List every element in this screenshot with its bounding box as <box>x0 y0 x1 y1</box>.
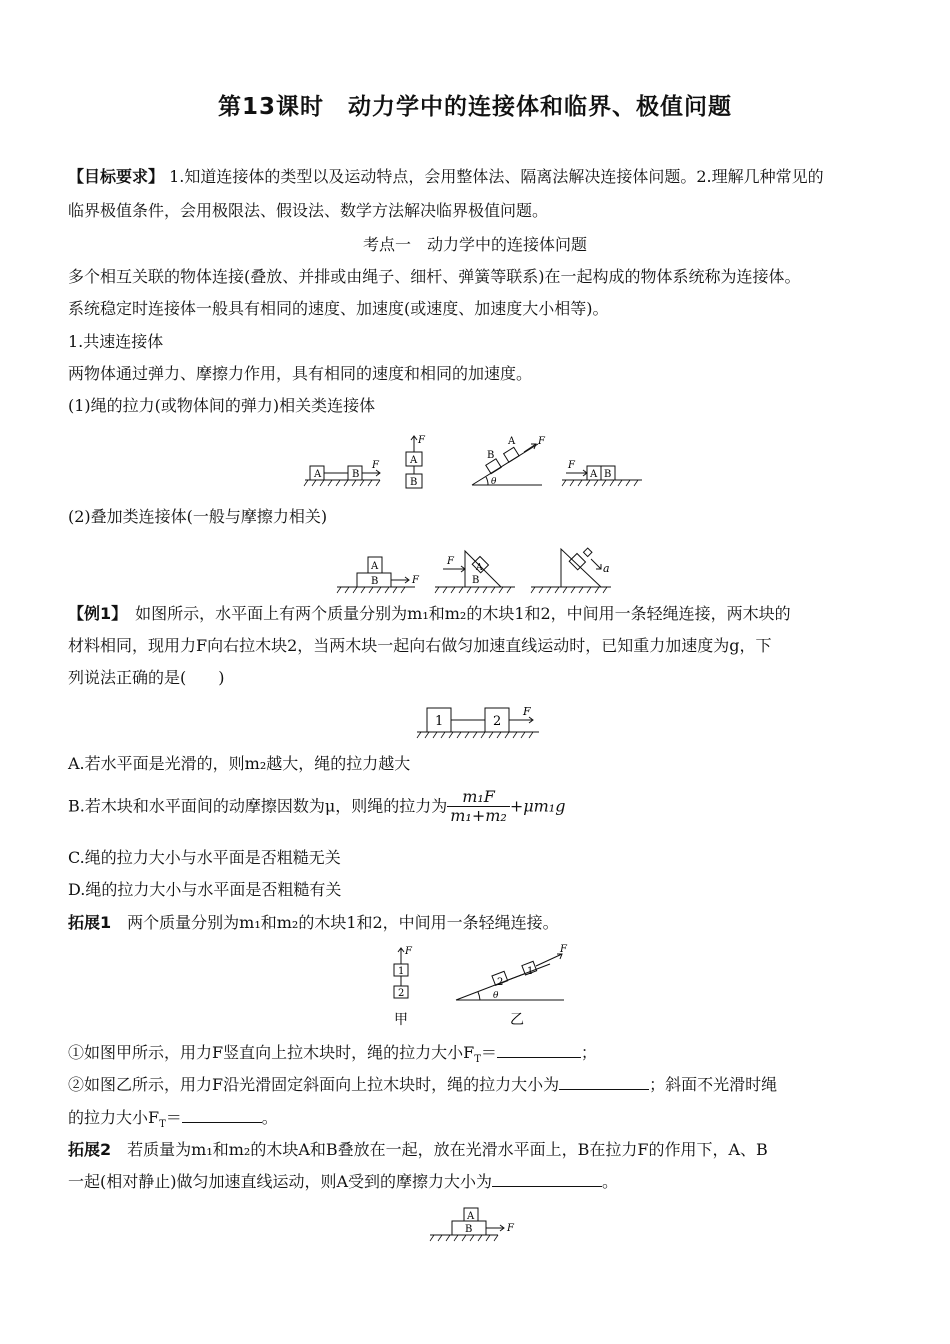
label-A: A <box>590 469 598 480</box>
figure-ext2 <box>428 1205 528 1245</box>
paragraph: 系统稳定时连接体一般具有相同的速度、加速度(或速度、加速度大小相等)。 <box>68 299 609 318</box>
figure-example-1 <box>415 700 545 740</box>
block-1-label: 1 <box>398 966 405 977</box>
ext1-question-3: 的拉力大小$F_T=$ 。 <box>68 1108 278 1131</box>
label-jia: 甲 <box>394 1012 408 1028</box>
label-B: B <box>352 469 360 480</box>
answer-blank[interactable] <box>559 1075 649 1090</box>
page-title: 第13课时 动力学中的连接体和临界、极值问题 <box>217 94 732 120</box>
option-a: A.若水平面是光滑的，则m₂越大，绳的拉力越大 <box>68 754 411 773</box>
label-F: F <box>412 575 419 586</box>
fig-incline-rope <box>472 444 542 485</box>
answer-blank[interactable] <box>497 1043 581 1058</box>
label-F: F <box>418 435 425 446</box>
label-A: A <box>467 1211 475 1222</box>
block-1-label: 1 <box>435 714 444 729</box>
block-1-label: 1 <box>527 966 534 977</box>
figure-ext1 <box>380 940 580 1032</box>
label-A: A <box>508 436 516 447</box>
label-a: a <box>603 562 610 575</box>
label-B: B <box>371 576 379 587</box>
label-B: B <box>604 469 612 480</box>
paragraph: (2)叠加类连接体(一般与摩擦力相关) <box>68 507 328 526</box>
label-B: B <box>472 575 480 586</box>
ext1-question-2: ②如图乙所示，用力F沿光滑固定斜面向上拉木块时，绳的拉力大小为 ；斜面不光滑时绳 <box>68 1075 778 1094</box>
goal-label: 【目标要求】 <box>68 167 165 186</box>
ext2-label: 拓展2 <box>68 1140 112 1159</box>
example-line-1: 【例1】 如图所示，水平面上有两个质量分别为m₁和m₂的木块1和2，中间用一条轻绳连接，两木块的 <box>68 604 791 623</box>
goal-line-1: 【目标要求】 1.知道连接体的类型以及运动特点，会用整体法、隔离法解决连接体问题。2.理解几种常见的 <box>68 167 824 186</box>
label-F: F <box>538 436 545 447</box>
label-B: B <box>487 450 495 461</box>
label-theta: θ <box>493 991 499 1001</box>
paragraph: (1)绳的拉力(或物体间的弹力)相关类连接体 <box>68 396 376 415</box>
label-B: B <box>465 1224 473 1235</box>
label-A: A <box>410 455 418 466</box>
block-2-label: 2 <box>493 714 502 729</box>
fig-fixed-incline <box>531 548 611 593</box>
option-d: D.绳的拉力大小与水平面是否粗糙有关 <box>68 880 342 899</box>
label-F: F <box>523 705 531 718</box>
paragraph: 1.共速连接体 <box>68 332 164 351</box>
ext2-line-2: 一起(相对静止)做匀加速直线运动，则A受到的摩擦力大小为 。 <box>68 1172 619 1191</box>
label-F: F <box>568 460 575 471</box>
label-B: B <box>410 477 418 488</box>
ext2-line-1: 拓展2 若质量为m₁和m₂的木块A和B叠放在一起，放在光滑水平面上，B在拉力F的作用下，A、B <box>68 1140 768 1159</box>
label-F: F <box>560 944 567 955</box>
ext1-line: 拓展1 两个质量分别为m₁和m₂的木块1和2，中间用一条轻绳连接。 <box>68 913 559 932</box>
label-theta: θ <box>491 477 497 487</box>
figure-rope-connectors <box>300 430 650 492</box>
fraction: $\frac{\text{m₁F}}{\text{m₁+m₂}}$ <box>447 788 510 825</box>
block-2-label: 2 <box>497 977 504 988</box>
label-F: F <box>405 946 412 957</box>
label-F: F <box>372 460 379 471</box>
answer-blank[interactable] <box>492 1172 602 1187</box>
goal-line-2: 临界极值条件，会用极限法、假设法、数学方法解决临界极值问题。 <box>68 201 549 220</box>
label-A: A <box>476 563 483 573</box>
ext1-label: 拓展1 <box>68 913 112 932</box>
label-A: A <box>371 561 379 572</box>
example-line-3: 列说法正确的是( ) <box>68 668 225 687</box>
answer-blank[interactable] <box>182 1108 262 1123</box>
section-heading: 考点一 动力学中的连接体问题 <box>362 235 587 254</box>
label-F: F <box>447 556 454 567</box>
label-A: A <box>314 469 322 480</box>
label-yi: 乙 <box>510 1012 524 1028</box>
example-line-2: 材料相同，现用力F向右拉木块2，当两木块一起向右做匀加速直线运动时，已知重力加速度为g，下 <box>68 636 772 655</box>
example-label: 【例1】 <box>68 604 120 623</box>
label-F: F <box>507 1223 514 1234</box>
ext1-question-1: ①如图甲所示，用力F竖直向上拉木块时，绳的拉力大小$F_T=$ ； <box>68 1043 597 1066</box>
option-b: B.若木块和水平面间的动摩擦因数为μ，则绳的拉力为 $\frac{\text{m₁F}}{\text{m₁+m₂}}$ +μm₁g <box>68 787 566 825</box>
paragraph: 多个相互关联的物体连接(叠放、并排或由绳子、细杆、弹簧等联系)在一起构成的物体系统称为连接体。 <box>68 267 801 286</box>
paragraph: 两物体通过弹力、摩擦力作用，具有相同的速度和相同的加速度。 <box>68 364 533 383</box>
option-c: C.绳的拉力大小与水平面是否粗糙无关 <box>68 848 341 867</box>
fig-yi <box>456 954 564 1000</box>
block-2-label: 2 <box>398 988 405 999</box>
figure-stacked-connectors <box>335 545 635 595</box>
